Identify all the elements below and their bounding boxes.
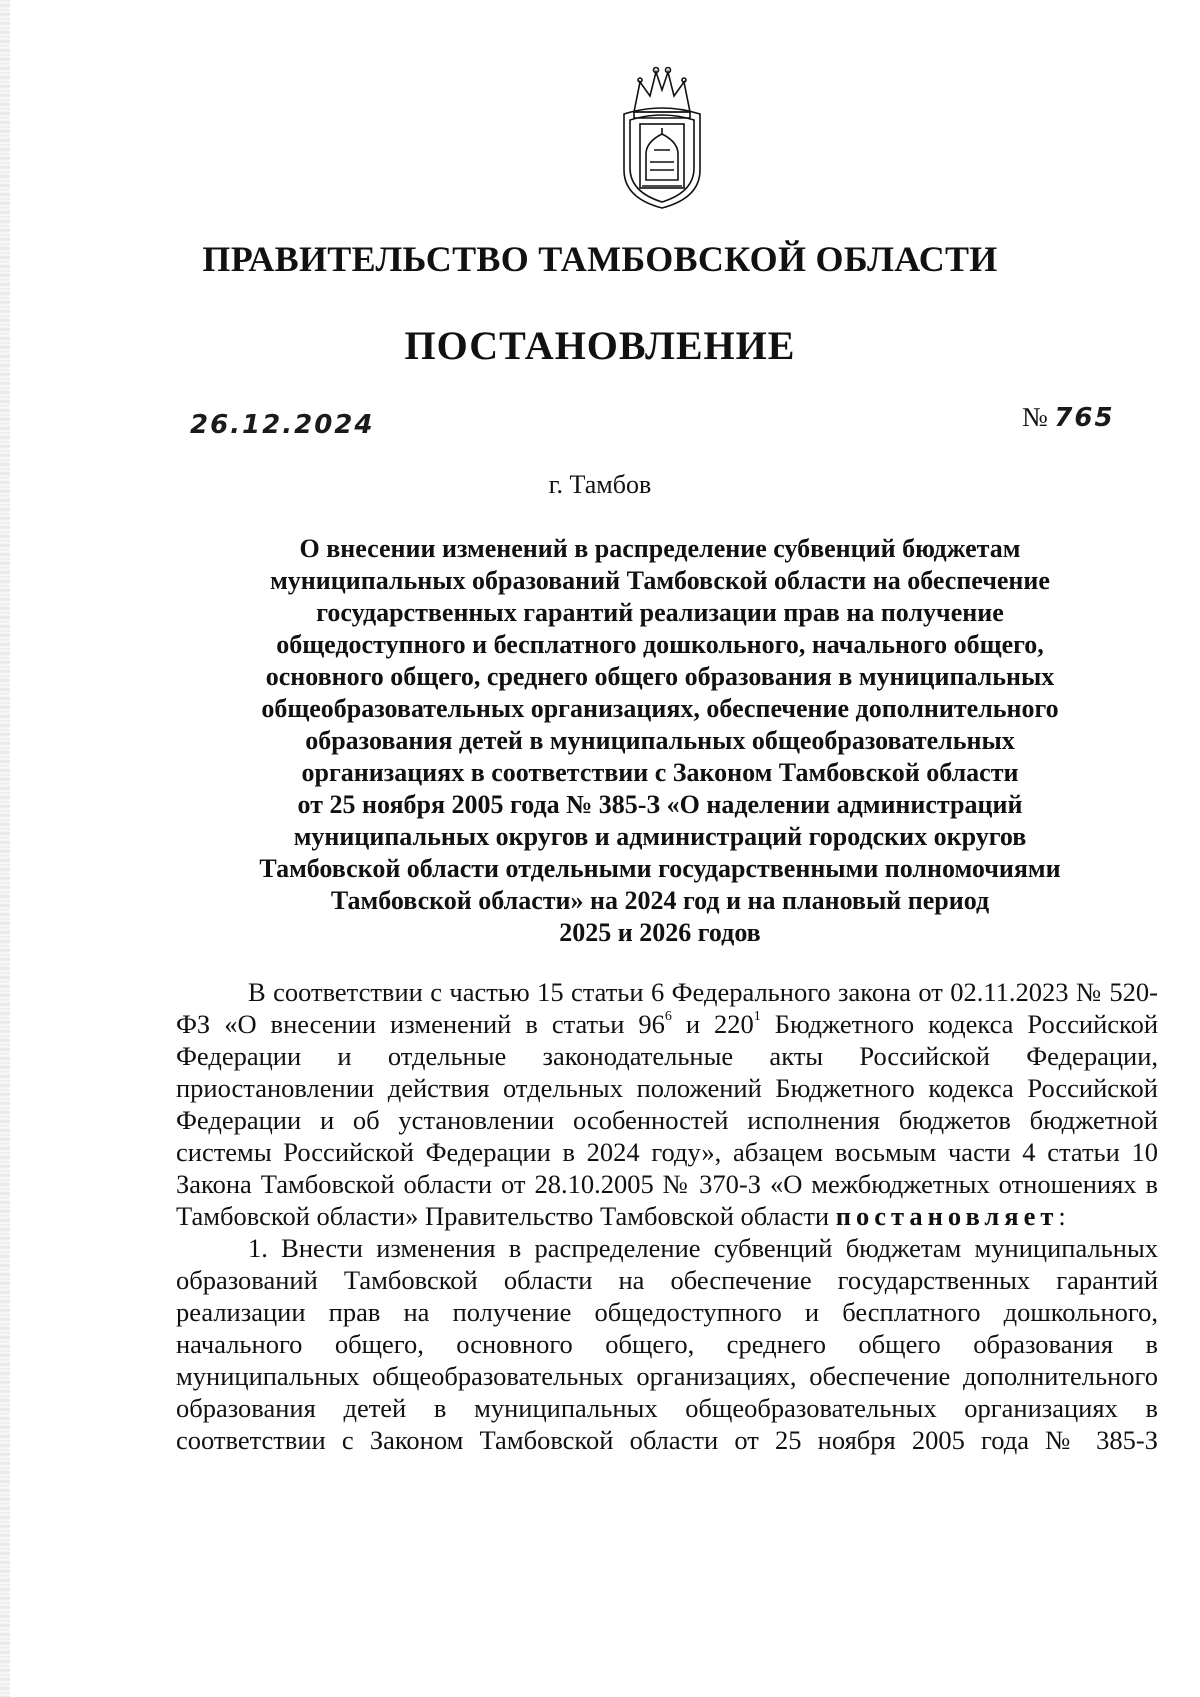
document-title — [180, 533, 1140, 949]
number-value: 765 — [1054, 403, 1115, 433]
superscript: 1 — [753, 1009, 761, 1025]
clause-1-paragraph: 1. Внести изменения в распределение субвенций бюджетам муниципальных образований Тамбовской области на обеспечение государственных гарантий реализации прав на получение общедоступного и бесплатного дошкольного, начального общего, основного общего, среднего общего образования в муниципальных общеобразовательных организациях, обеспечение дополнительного образования детей в муниципальных общеобразовательных организациях в соответствии с Законом Тамбовской области от 25 ноября 2005 года № 385-З — [176, 1233, 1158, 1455]
title-line: образования детей в муниципальных общеобразовательных — [305, 726, 1015, 755]
organization-name: ПРАВИТЕЛЬСТВО ТАМБОВСКОЙ ОБЛАСТИ — [202, 239, 998, 279]
document-type: ПОСТАНОВЛЕНИЕ — [404, 323, 796, 368]
resolves-word: постановляет — [835, 1201, 1059, 1231]
title-line: Тамбовской области» на 2024 год и на плановый период — [330, 886, 990, 915]
title-line: организациях в соответствии с Законом Тамбовской области — [301, 758, 1019, 787]
title-line: государственных гарантий реализации прав на получение — [316, 598, 1004, 627]
city: г. Тамбов — [548, 470, 652, 499]
title-line: муниципальных округов и администраций городских округов — [293, 822, 1027, 851]
preamble-paragraph — [176, 976, 1158, 1232]
preamble-text: В соответствии с частью 15 статьи 6 Федерального закона от 02.11.2023 № 520-ФЗ «О внесении изменений в статьи 96 — [176, 977, 1158, 1039]
title-line: основного общего, среднего общего образования в муниципальных — [265, 662, 1055, 691]
document-body — [176, 976, 1158, 1456]
preamble-colon: : — [1058, 1201, 1066, 1231]
title-line: 2025 и 2026 годов — [559, 918, 761, 947]
tambov-coat-of-arms-icon — [612, 62, 712, 210]
title-line: Тамбовской области отдельными государственными полномочиями — [259, 854, 1061, 883]
title-line: от 25 ноября 2005 года № 385-З «О наделении администраций — [297, 790, 1023, 819]
title-line: общеобразовательных организациях, обеспечение дополнительного — [261, 694, 1059, 723]
title-line: муниципальных образований Тамбовской области на обеспечение — [270, 566, 1050, 595]
preamble-text: и 220 — [671, 1009, 754, 1039]
number-prefix: № — [1022, 402, 1048, 432]
title-line: общедоступного и бесплатного дошкольного, начального общего, — [276, 630, 1044, 659]
document-date: 26.12.2024 — [190, 410, 375, 440]
superscript: 6 — [664, 1009, 672, 1025]
title-line: О внесении изменений в распределение субвенций бюджетам — [299, 534, 1021, 563]
document-number — [1022, 402, 1115, 433]
preamble-text: Бюджетного кодекса Российской Федерации и отдельные законодательные акты Российской Федерации, приостановлении действия отдельных положений Бюджетного кодекса Российской Федерации и об установлении особенностей исполнения бюджетов бюджетной системы Российской Федерации в 2024 году», абзацем восьмым части 4 статьи 10 Закона Тамбовской области от 28.10.2005 № 370-З «О межбюджетных отношениях в Тамбовской области» Правительство Тамбовской области — [176, 1009, 1159, 1231]
